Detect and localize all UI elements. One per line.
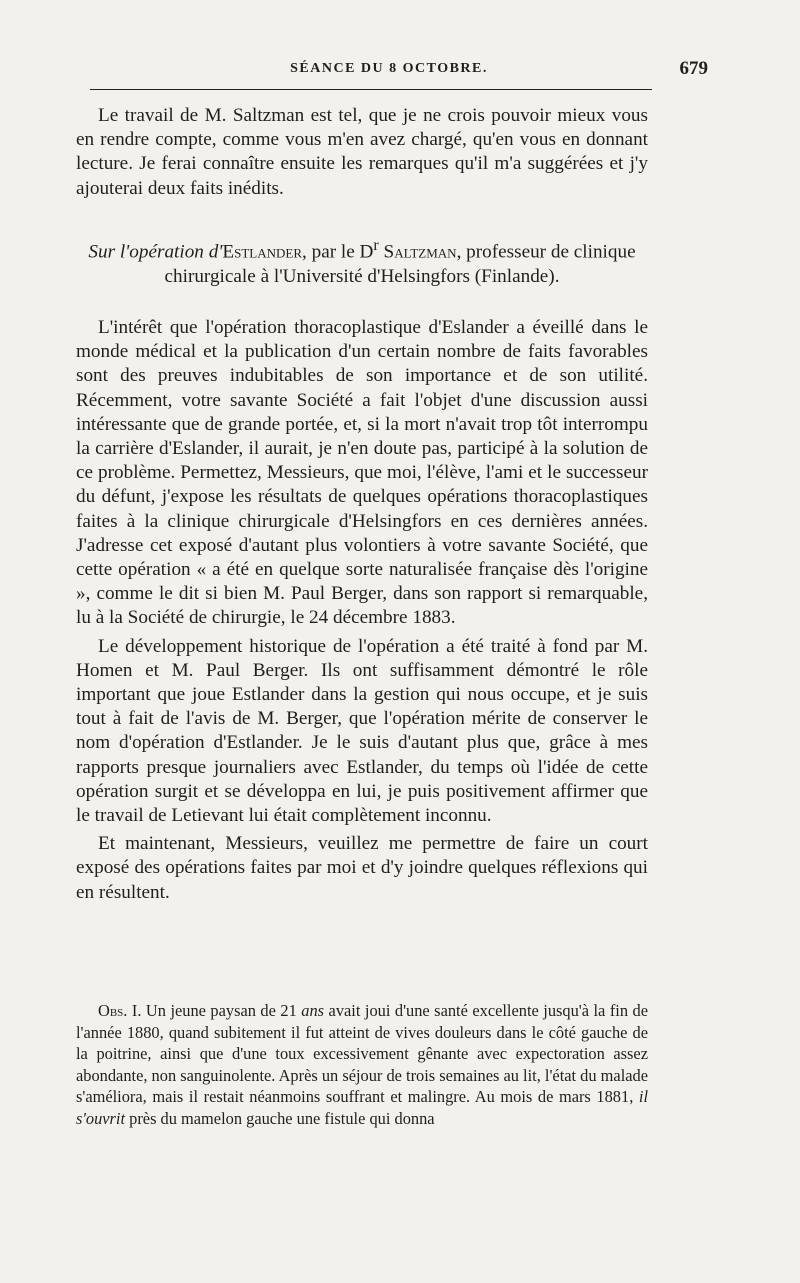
observation-italic-1: ans bbox=[301, 1001, 325, 1020]
intro-paragraph bbox=[76, 104, 648, 201]
page-header bbox=[78, 58, 708, 84]
heading-connector: , par le D bbox=[302, 241, 374, 263]
observation-text-2: avait joui d'une santé excellente jusqu'à la fin de l'année 1880, quand subitement il fut atteint de vives douleurs dans le côté gauche de la poitrine, ainsi que d'une toux excessivement gênante avec expectoration assez abondante, non sanguinolente. Après un séjour de trois semaines au lit, l'état du malade s'améliora, mais il restait néanmoins souffrant et malingre. Au mois de mars 1881, bbox=[76, 1001, 648, 1106]
observation-paragraph bbox=[76, 1000, 648, 1129]
header-rule bbox=[90, 89, 652, 90]
heading-author-saltzman: Saltzman bbox=[383, 241, 457, 263]
heading-author-estlander: Estlander bbox=[222, 241, 302, 263]
heading-title: Sur l'opération bbox=[88, 241, 204, 263]
heading-affiliation: , professeur de clinique chirurgicale à l'Université d'Helsingfors (Finlande). bbox=[164, 241, 636, 287]
heading-d-prefix: d' bbox=[208, 241, 223, 263]
observation-block bbox=[76, 1000, 648, 1129]
main-text bbox=[76, 316, 648, 905]
paragraph-1: L'intérêt que l'opération thoracoplastique d'Eslander a éveillé dans le monde médical et la publication d'un certain nombre de faits favorables sont des preuves indubitables de son importance et de son utilité. Récemment, votre savante Société a fait l'objet d'une discussion aussi intéressante que de grande portée, et, si la mort n'avait trop tôt interrompu la carrière d'Eslander, il aurait, je n'en doute pas, participé à la solution de ce problème. Permettez, Messieurs, que moi, l'élève, l'ami et le successeur du défunt, j'expose les résultats de quelques opérations thoracoplastiques faites à la clinique chirurgicale d'Helsingfors en ces dernières années. J'adresse cet exposé d'autant plus volontiers à votre savante Société, que cette opération « a été en quelque sorte naturalisée française dès l'origine », comme le dit si bien M. Paul Berger, dans son rapport si remarquable, lu à la Société de chirurgie, le 24 décembre 1883. bbox=[76, 317, 648, 629]
page-number: 679 bbox=[679, 58, 708, 79]
observation-text-1: Un jeune paysan de 21 bbox=[141, 1001, 302, 1020]
article-heading bbox=[76, 234, 648, 289]
heading-superscript: r bbox=[373, 237, 379, 254]
paragraph-3: Et maintenant, Messieurs, veuillez me permettre de faire un court exposé des opérations faites par moi et d'y joindre quelques réflexions qui en résultent. bbox=[76, 833, 648, 903]
observation-italic-2: il s'ouvrit bbox=[76, 1087, 648, 1128]
observation-label: Obs. I. bbox=[98, 1001, 142, 1020]
observation-text-3: près du mamelon gauche une fistule qui donna bbox=[125, 1108, 435, 1128]
intro-text: Le travail de M. Saltzman est tel, que je ne crois pouvoir mieux vous en rendre compte, comme vous m'en avez chargé, qu'en vous en donnant lecture. Je ferai connaître ensuite les remarques qu'il m'a suggérées et j'y ajouterai deux faits inédits. bbox=[76, 105, 648, 199]
paragraph-2: Le développement historique de l'opération a été traité à fond par M. Homen et M. Paul Berger. Ils ont suffisamment démontré le rôle important que joue Estlander dans la gestion qui nous occupe, et je suis tout à fait de l'avis de M. Berger, que l'opération mérite de conserver le nom d'opération d'Estlander. Je le suis d'autant plus que, grâce à mes rapports presque journaliers avec Estlander, du temps où l'idée de cette opération surgit et se développa en lui, je puis positivement affirmer que le travail de Letievant lui était complètement inconnu. bbox=[76, 635, 648, 827]
running-title: SÉANCE DU 8 OCTOBRE. bbox=[290, 61, 488, 76]
